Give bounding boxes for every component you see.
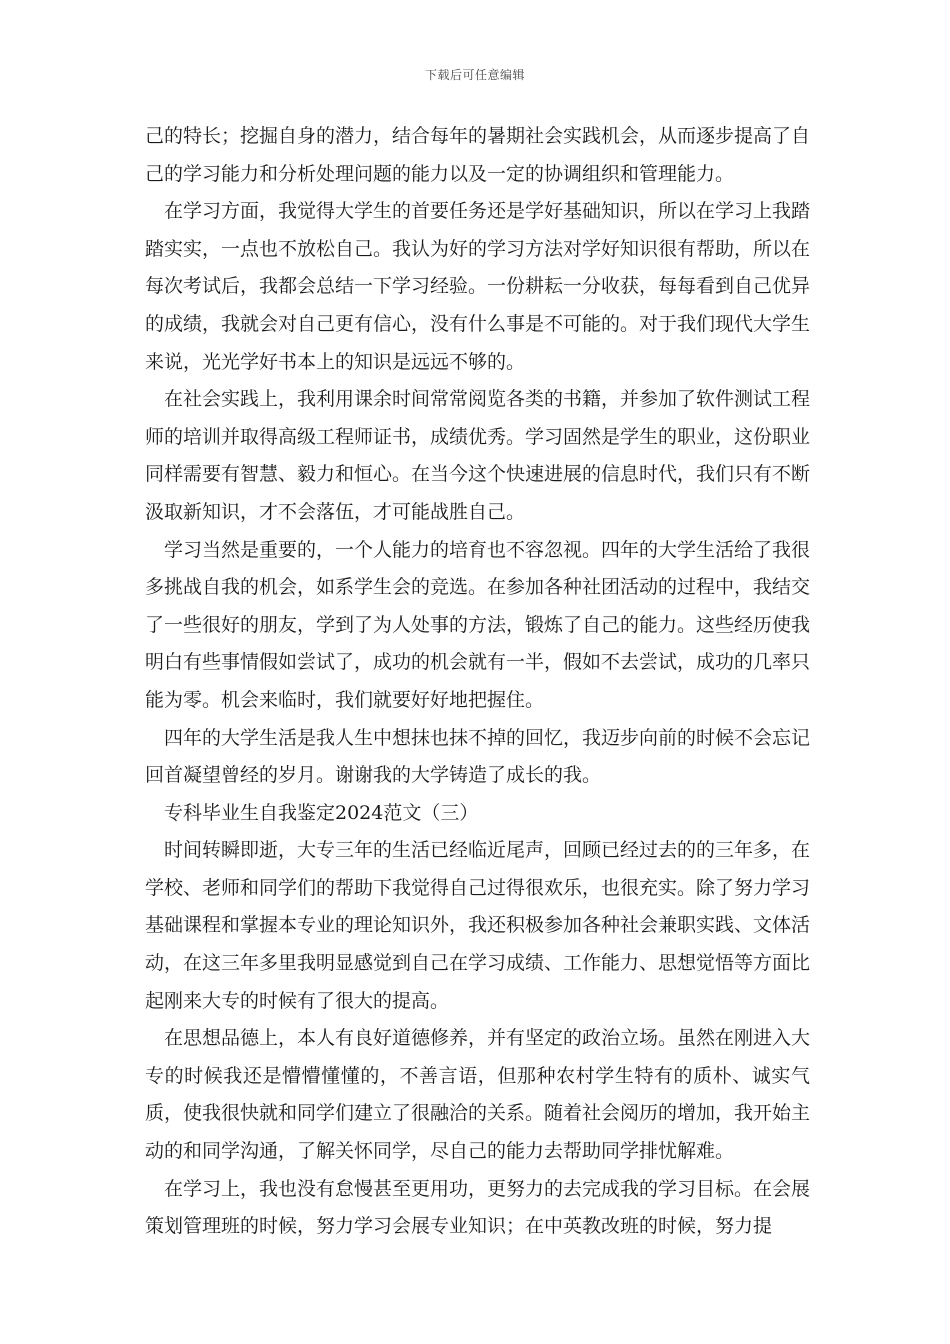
paragraph-learning: 在学习上，我也没有怠慢甚至更用功，更努力的去完成我的学习目标。在会展策划管理班的时候，努力学习会展专业知识；在中英教改班的时候，努力提 [145, 1177, 811, 1238]
paragraph-morality: 在思想品德上，本人有良好道德修养，并有坚定的政治立场。虽然在刚进入大专的时候我还是懵懵懂懂的，不善言语，但那种农村学生特有的质朴、诚实气质，使我很快就和同学们建立了很融洽的关系。随着社会阅历的增加，我开始主动的和同学沟通，了解关怀同学，尽自己的能力去帮助同学排忧解难。 [145, 1027, 811, 1163]
section-heading: 专科毕业生自我鉴定2024范文（三） [164, 801, 479, 824]
paragraph-study: 在学习方面，我觉得大学生的首要任务还是学好基础知识，所以在学习上我踏踏实实，一点也不放松自己。我认为好的学习方法对学好知识很有帮助，所以在每次考试后，我都会总结一下学习经验。一份耕耘一分收获，每每看到自己优异的成绩，我就会对自己更有信心，没有什么事是不可能的。对于我们现代大学生来说，光光学好书本上的知识是远远不够的。 [145, 200, 811, 373]
header-note: 下载后可任意编辑 [424, 68, 525, 82]
paragraph-ability: 学习当然是重要的，一个人能力的培育也不容忽视。四年的大学生活给了我很多挑战自我的机会，如系学生会的竞选。在参加各种社团活动的过程中，我结交了一些很好的朋友，学到了为人处事的方法，锻炼了自己的能力。这些经历使我明白有些事情假如尝试了，成功的机会就有一半，假如不去尝试，成功的几率只能为零。机会来临时，我们就要好好地把握住。 [145, 538, 811, 711]
document-body [145, 118, 810, 1246]
paragraph-social-practice: 在社会实践上，我利用课余时间常常阅览各类的书籍，并参加了软件测试工程师的培训并取得高级工程师证书，成绩优秀。学习固然是学生的职业，这份职业同样需要有智慧、毅力和恒心。在当今这个快速进展的信息时代，我们只有不断汲取新知识，才不会落伍，才可能战胜自己。 [145, 388, 811, 523]
paragraph-continuation: 己的特长；挖掘自身的潜力，结合每年的暑期社会实践机会，从而逐步提高了自己的学习能力和分析处理问题的能力以及一定的协调组织和管理能力。 [145, 125, 811, 185]
paragraph-memories: 四年的大学生活是我人生中想抹也抹不掉的回忆，我迈步向前的时候不会忘记回首凝望曾经的岁月。谢谢我的大学铸造了成长的我。 [145, 726, 811, 787]
paragraph-intro: 时间转瞬即逝，大专三年的生活已经临近尾声，回顾已经过去的的三年多，在学校、老师和同学们的帮助下我觉得自己过得很欢乐，也很充实。除了努力学习基础课程和掌握本专业的理论知识外，我还积极参加各种社会兼职实践、文体活动，在这三年多里我明显感觉到自己在学习成绩、工作能力、思想觉悟等方面比起刚来大专的时候有了很大的提高。 [145, 839, 811, 1012]
